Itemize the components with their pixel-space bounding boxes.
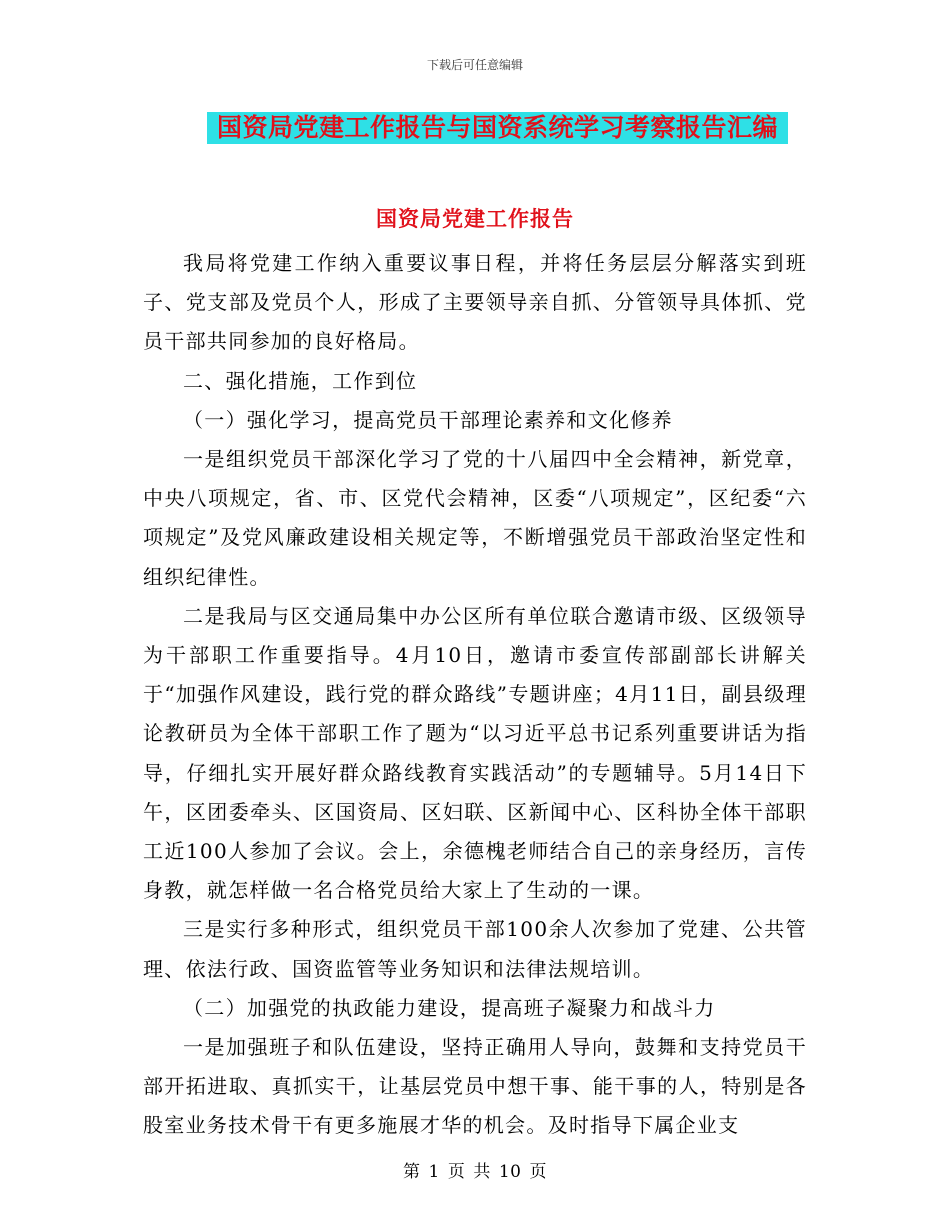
paragraph: 二是我局与区交通局集中办公区所有单位联合邀请市级、区级领导为干部职工作重要指导。4月10日，邀请市委宣传部副部长讲解关于“加强作风建设，践行党的群众路线”专题讲座；4月11日，副县级理论教研员为全体干部职工作了题为“以习近平总书记系列重要讲话为指导，仔细扎实开展好群众路线教育实践活动”的专题辅导。5月14日下午，区团委牵头、区国资局、区妇联、区新闻中心、区科协全体干部职工近100人参加了会议。会上，余德槐老师结合自己的亲身经历，言传身教，就怎样做一名合格党员给大家上了生动的一课。 (143, 603, 807, 903)
footer-label: 页 (529, 1162, 547, 1182)
paragraph: 一是组织党员干部深化学习了党的十八届四中全会精神，新党章，中央八项规定，省、市、区党代会精神，区委“八项规定”，区纪委“六项规定”及党风廉政建设相关规定等，不断增强党员干部政治坚定性和组织纪律性。 (143, 447, 807, 589)
subsection-heading: （一）强化学习，提高党员干部理论素养和文化修养 (183, 407, 673, 432)
subsection-heading: （二）加强党的执政能力建设，提高班子凝聚力和战斗力 (183, 995, 716, 1020)
page-footer (0, 1157, 950, 1182)
paragraph: 三是实行多种形式，组织党员干部100余人次参加了党建、公共管理、依法行政、国资监管等业务知识和法律法规培训。 (143, 917, 807, 981)
paragraph: 我局将党建工作纳入重要议事日程，并将任务层层分解落实到班子、党支部及党员个人，形成了主要领导亲自抓、分管领导具体抓、党员干部共同参加的良好格局。 (143, 251, 807, 354)
total-pages: 10 (498, 1162, 522, 1182)
footer-label: 第 (403, 1162, 421, 1182)
document-body (143, 244, 807, 1146)
paragraph: 一是加强班子和队伍建设，坚持正确用人导向，鼓舞和支持党员干部开拓进取、真抓实干，让基层党员中想干事、能干事的人，特别是各股室业务技术骨干有更多施展才华的机会。及时指导下属企业支 (143, 1035, 807, 1138)
header-note: 下载后可任意编辑 (426, 58, 523, 72)
document-main-title: 国资局党建工作报告与国资系统学习考察报告汇编 (207, 112, 788, 144)
footer-label: 共 (473, 1162, 491, 1182)
section-title: 国资局党建工作报告 (376, 206, 574, 231)
section-heading: 二、强化措施，工作到位 (183, 368, 418, 393)
page-number: 1 (428, 1162, 440, 1182)
footer-label: 页 (447, 1162, 466, 1182)
